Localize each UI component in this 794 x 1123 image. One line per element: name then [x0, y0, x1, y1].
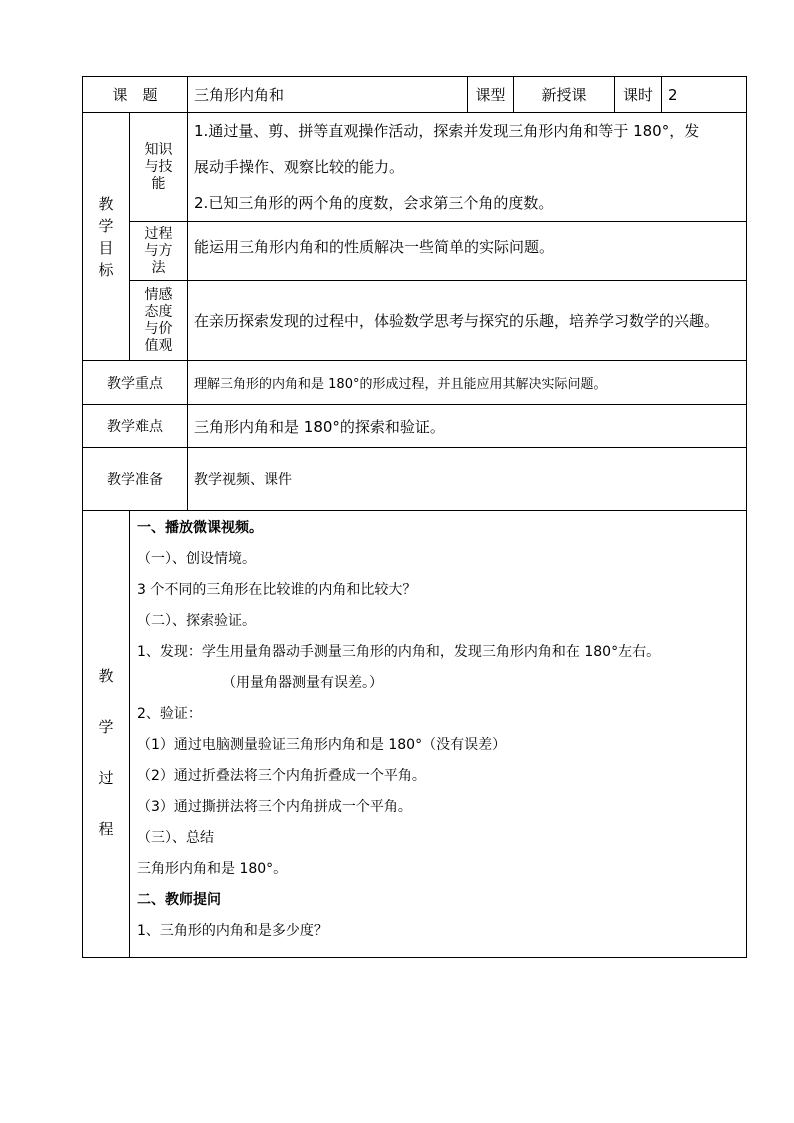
procedure-line: 1、发现：学生用量角器动手测量三角形的内角和，发现三角形内角和在 180°左右。	[137, 644, 661, 660]
emotion-text: 在亲历探索发现的过程中，体验数学思考与探究的乐趣，培养学习数学的兴趣。	[188, 281, 747, 361]
procedure-line: 1、三角形的内角和是多少度？	[137, 923, 328, 939]
process-label-line: 法	[151, 259, 166, 276]
knowledge-label-line: 与技	[144, 158, 173, 175]
knowledge-label-line: 能	[151, 175, 166, 192]
process-label	[130, 222, 188, 281]
type-label: 课型	[468, 77, 514, 113]
procedure-line: （三）、总结	[137, 830, 214, 846]
key-point-text: 理解三角形的内角和是 180°的形成过程，并且能应用其解决实际问题。	[188, 361, 747, 405]
knowledge-line: 1.通过量、剪、拼等直观操作活动，探索并发现三角形内角和等于 180°，发	[194, 122, 700, 140]
emotion-label-line: 态度	[144, 303, 173, 320]
key-point-label: 教学重点	[83, 361, 188, 405]
procedure-line: （2）通过折叠法将三个内角折叠成一个平角。	[137, 768, 426, 784]
hours-value: 2	[662, 77, 747, 113]
difficulty-text: 三角形内角和是 180°的探索和验证。	[188, 405, 747, 448]
process-label-line: 与方	[144, 242, 173, 259]
preparation-text: 教学视频、课件	[188, 448, 747, 511]
procedure-line: 三角形内角和是 180°。	[137, 861, 288, 877]
procedure-line: 3 个不同的三角形在比较谁的内角和比较大？	[137, 582, 417, 598]
hours-label: 课时	[615, 77, 662, 113]
knowledge-label-line: 知识	[144, 141, 173, 158]
procedure-label-char: 教	[98, 667, 114, 685]
procedure-line: 2、验证：	[137, 706, 202, 722]
procedure-label-char: 学	[98, 718, 114, 736]
procedure-label-char: 过	[98, 769, 114, 787]
knowledge-line: 展动手操作、观察比较的能力。	[194, 158, 405, 176]
procedure-line: （1）通过电脑测量验证三角形内角和是 180°（没有误差）	[137, 737, 507, 753]
procedure-heading: 二、教师提问	[137, 892, 221, 908]
emotion-label-line: 与价	[144, 320, 173, 337]
lesson-plan-table	[82, 76, 747, 958]
type-value: 新授课	[514, 77, 615, 113]
procedure-heading: 一、播放微课视频。	[137, 520, 263, 536]
procedure-label	[83, 511, 130, 958]
objectives-label-char: 目	[98, 238, 114, 257]
preparation-label: 教学准备	[83, 448, 188, 511]
topic-label: 课 题	[83, 77, 188, 113]
process-label-line: 过程	[144, 225, 173, 242]
objectives-label	[83, 113, 130, 361]
objectives-label-char: 学	[98, 216, 114, 235]
difficulty-label: 教学难点	[83, 405, 188, 448]
emotion-label-line: 值观	[144, 337, 173, 354]
knowledge-line: 2.已知三角形的两个角的度数，会求第三个角的度数。	[194, 194, 554, 212]
topic-value: 三角形内角和	[188, 77, 468, 113]
procedure-content	[130, 511, 747, 958]
knowledge-label	[130, 113, 188, 222]
objectives-label-char: 教	[98, 194, 114, 213]
procedure-line: （用量角器测量有误差。）	[222, 675, 383, 691]
procedure-label-char: 程	[98, 820, 114, 838]
process-text: 能运用三角形内角和的性质解决一些简单的实际问题。	[188, 222, 747, 281]
objectives-label-char: 标	[98, 260, 114, 279]
emotion-label-line: 情感	[144, 286, 173, 303]
procedure-line: （二）、探索验证。	[137, 613, 256, 629]
knowledge-text	[188, 113, 747, 222]
procedure-line: （3）通过撕拼法将三个内角拼成一个平角。	[137, 799, 412, 815]
emotion-label	[130, 281, 188, 361]
procedure-line: （一）、创设情境。	[137, 551, 256, 567]
